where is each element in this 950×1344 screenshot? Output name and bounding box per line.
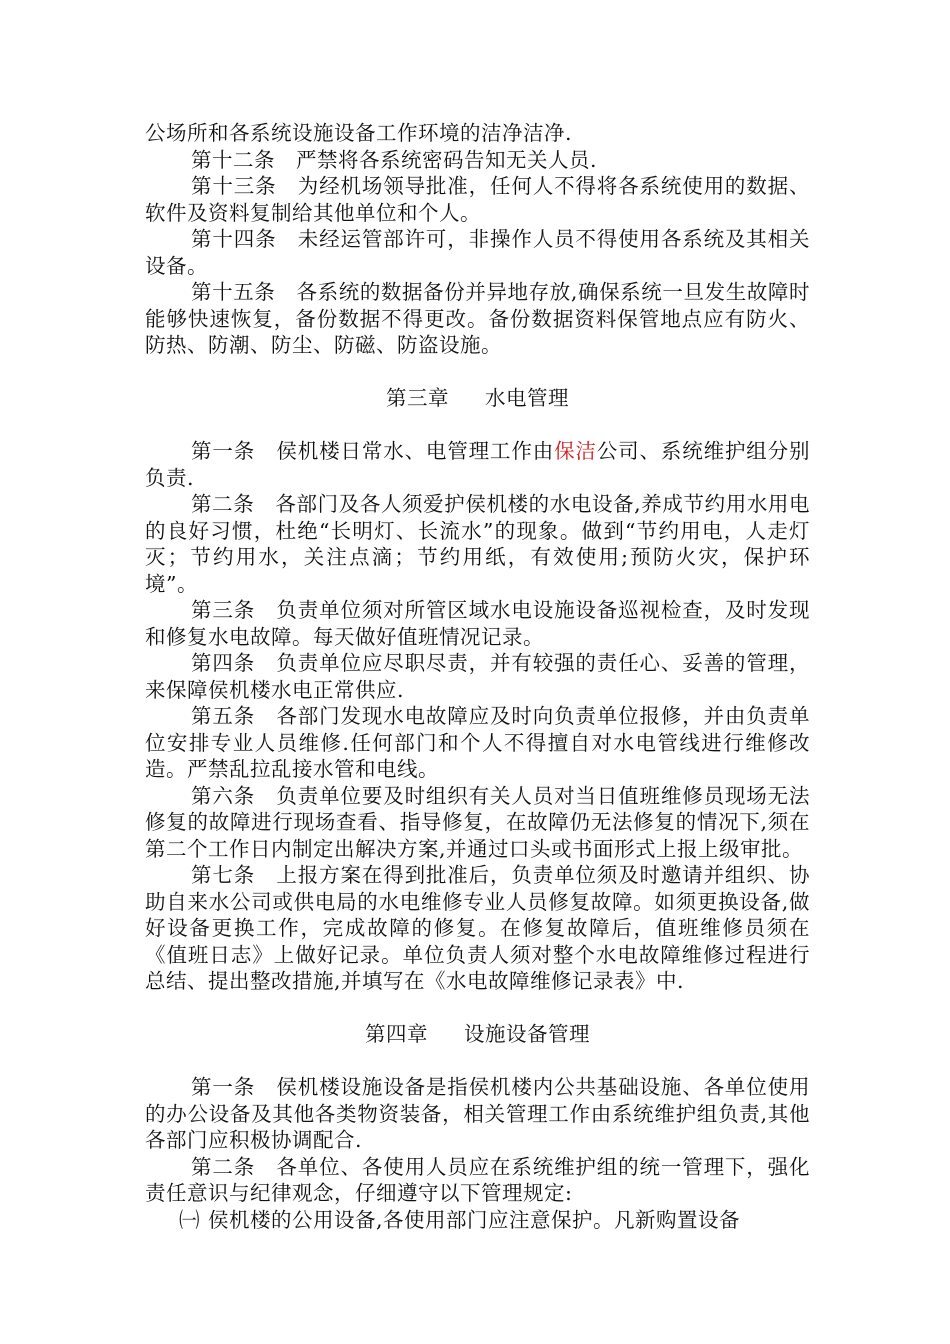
- chapter-3-article-5: 第五条 各部门发现水电故障应及时向负责单位报修，并由负责单位安排专业人员维修.任何部门和个人不得擅自对水电管线进行维修改造。严禁乱拉乱接水管和电线。: [145, 704, 810, 781]
- chapter-4-number: 第四章: [365, 1021, 428, 1046]
- chapter-3-article-2: 第二条 各部门及各人须爱护侯机楼的水电设备,养成节约用水用电的良好习惯，杜绝“长明灯、长流水”的现象。做到“节约用电，人走灯灭；节约用水，关注点滴；节约用纸，有效使用;预防火灾，保护环境”。: [145, 492, 810, 596]
- chapter-3-article-3: 第三条 负责单位须对所管区域水电设施设备巡视检查，及时发现和修复水电故障。每天做好值班情况记录。: [145, 598, 810, 649]
- chapter-3-number: 第三章: [386, 385, 449, 410]
- subitem-text: 侯机楼的公用设备,各使用部门应注意保护。凡新购置设备: [208, 1207, 741, 1232]
- spacer: [145, 411, 810, 438]
- chapter-3-article-4: 第四条 负责单位应尽职尽责，并有较强的责任心、妥善的管理，来保障侯机楼水电正常供应.: [145, 651, 810, 702]
- chapter-3-heading: [145, 385, 810, 412]
- spacer: [145, 1047, 810, 1074]
- chapter-3-title: 水电管理: [485, 385, 569, 410]
- chapter-4-heading: [145, 1021, 810, 1048]
- chapter-4-article-1: 第一条 侯机楼设施设备是指侯机楼内公共基础设施、各单位使用的办公设备及其他各类物资装备，相关管理工作由系统维护组负责,其他各部门应积极协调配合.: [145, 1075, 810, 1152]
- chapter-3-article-7: 第七条 上报方案在得到批准后，负责单位须及时邀请并组织、协助自来水公司或供电局的水电维修专业人员修复故障。如须更换设备,做好设备更换工作，完成故障的修复。在修复故障后，值班维修员须在《值班日志》上做好记录。单位负责人须对整个水电故障维修过程进行总结、提出整改措施,并填写在《水电故障维修记录表》中.: [145, 863, 810, 993]
- highlighted-text: 保洁: [554, 439, 597, 463]
- spacer: [145, 359, 810, 385]
- paragraph-continuation: 公场所和各系统设施设备工作环境的洁净洁净.: [145, 121, 573, 145]
- chapter-3-article-6: 第六条 负责单位要及时组织有关人员对当日值班维修员现场无法修复的故障进行现场查看、指导修复，在故障仍无法修复的情况下,须在第二个工作日内制定出解决方案,并通过口头或书面形式上报上级审批。: [145, 783, 810, 861]
- chapter-4-article-2: 第二条 各单位、各使用人员应在系统维护组的统一管理下，强化责任意识与纪律观念，仔细遵守以下管理规定:: [145, 1154, 810, 1205]
- document-page: [145, 120, 810, 1233]
- article-14: 第十四条 未经运管部许可，非操作人员不得使用各系统及其相关设备。: [145, 227, 810, 278]
- subitem-number: ㈠: [179, 1207, 200, 1232]
- chapter-4-title: 设施设备管理: [464, 1021, 590, 1046]
- spacer: [145, 995, 810, 1021]
- article-12: 第十二条 严禁将各系统密码告知无关人员.: [191, 147, 598, 172]
- chapter-3-article-1: 第一条 侯机楼日常水、电管理工作由保洁公司、系统维护组分别负责.: [145, 439, 811, 490]
- chapter-4-subitem-1: [145, 1207, 810, 1234]
- article-13: 第十三条 为经机场领导批准，任何人不得将各系统使用的数据、软件及资料复制给其他单位和个人。: [145, 174, 810, 225]
- article-15: 第十五条 各系统的数据备份并异地存放,确保系统一旦发生故障时能够快速恢复，备份数据不得更改。备份数据资料保管地点应有防火、防热、防潮、防尘、防磁、防盗设施。: [145, 280, 810, 357]
